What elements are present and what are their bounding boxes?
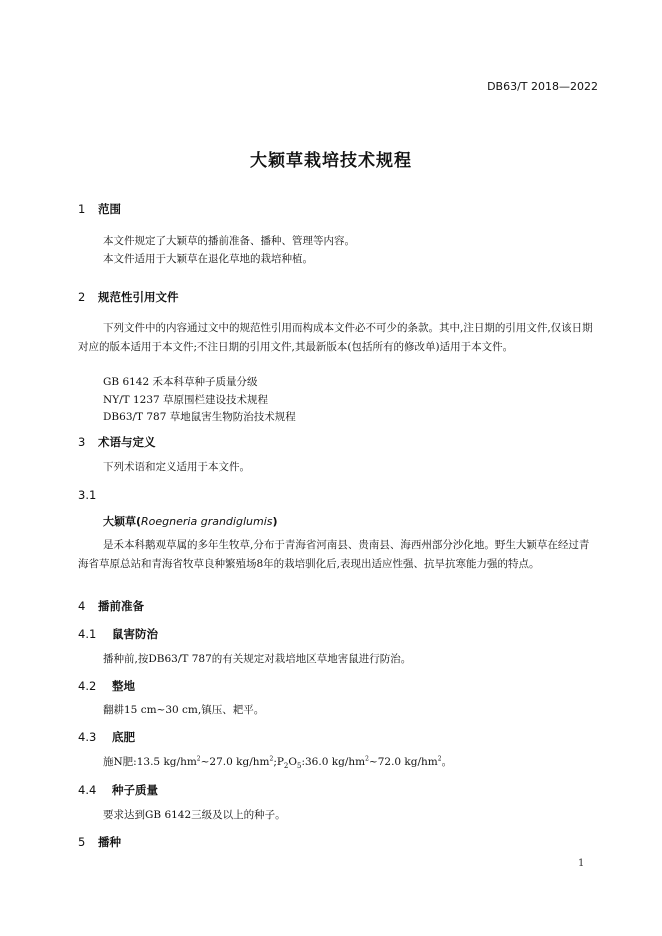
term-latin-name: Roegneria grandiglumis [141, 515, 273, 528]
term-name: 大颖草 [103, 515, 136, 528]
subsection-number: 4.1 [78, 627, 97, 641]
subsection-title: 鼠害防治 [112, 627, 158, 641]
section-3-heading [78, 434, 156, 450]
subsection-number: 4.4 [78, 783, 97, 797]
term-paren-close: ) [272, 515, 278, 528]
section-4-heading [78, 598, 144, 614]
subsection-4-4-heading [78, 782, 158, 798]
term-entry [103, 513, 278, 529]
reference-item: GB 6142 禾本科草种子质量分级 [103, 376, 258, 388]
section-title: 播前准备 [98, 599, 144, 613]
subscript: 2 [283, 762, 289, 771]
standard-number: DB63/T 2018—2022 [487, 80, 598, 93]
section-title: 规范性引用文件 [98, 290, 179, 304]
superscript: 2 [196, 755, 201, 763]
subsection-title: 整地 [112, 679, 135, 693]
section-title: 术语与定义 [98, 435, 156, 449]
fertilizer-paragraph [103, 753, 452, 772]
term-paren-open: ( [136, 515, 142, 528]
paragraph: 下列文件中的内容通过文中的规范性引用而构成本文件必不可少的条款。其中,注日期的引用文件,仅该日期对应的版本适用于本文件;不注日期的引用文件,其最新版本(包括所有的修改单)适用于本文件。 [78, 322, 593, 353]
paragraph: 播种前,按DB63/T 787的有关规定对栽培地区草地害鼠进行防治。 [103, 653, 412, 665]
reference-item: DB63/T 787 草地鼠害生物防治技术规程 [103, 411, 296, 423]
punctuation: 。 [441, 756, 453, 768]
fertilizer-p-range: ~72.0 kg/hm [368, 756, 438, 768]
paragraph: 本文件适用于大颖草在退化草地的栽培种植。 [103, 253, 313, 265]
section-2-heading [78, 289, 179, 305]
section-number: 5 [78, 835, 86, 849]
fertilizer-p-amount: :36.0 kg/hm [301, 756, 366, 768]
subsection-4-2-heading [78, 678, 135, 694]
subsection-number: 4.3 [78, 730, 97, 744]
paragraph: 下列术语和定义适用于本文件。 [103, 461, 250, 473]
subscript: 5 [297, 762, 302, 771]
subsection-number: 4.2 [78, 679, 97, 693]
section-number: 1 [78, 202, 86, 216]
fertilizer-p-text: O [288, 756, 297, 768]
superscript: 2 [437, 755, 442, 763]
subsection-4-3-heading [78, 729, 135, 745]
section-1-heading [78, 201, 121, 217]
paragraph: 本文件规定了大颖草的播前准备、播种、管理等内容。 [103, 235, 355, 247]
document-title: 大颖草栽培技术规程 [250, 151, 412, 171]
superscript: 2 [269, 755, 274, 763]
fertilizer-n-range: ~27.0 kg/hm [200, 756, 270, 768]
page-number: 1 [578, 858, 585, 869]
fertilizer-p-text: ;P [273, 756, 284, 768]
fertilizer-n-text: 施N肥:13.5 kg/hm [103, 756, 197, 768]
section-number: 4 [78, 599, 86, 613]
subsection-title: 底肥 [112, 730, 135, 744]
section-title: 范围 [98, 202, 121, 216]
clause-number: 3.1 [78, 488, 97, 502]
term-definition: 是禾本科鹅观草属的多年生牧草,分布于青海省河南县、贵南县、海西州部分沙化地。野生大颖草在经过青海省草原总站和青海省牧草良种繁殖场8年的栽培驯化后,表现出适应性强、抗旱抗寒能力强的特点。 [78, 539, 590, 570]
section-title: 播种 [98, 835, 121, 849]
subsection-title: 种子质量 [112, 783, 158, 797]
superscript: 2 [365, 755, 369, 763]
paragraph: 要求达到GB 6142三级及以上的种子。 [103, 809, 286, 821]
subsection-4-1-heading [78, 626, 158, 642]
reference-item: NY/T 1237 草原围栏建设技术规程 [103, 394, 269, 406]
paragraph: 翻耕15 cm~30 cm,镇压、耙平。 [103, 704, 265, 716]
section-number: 3 [78, 435, 86, 449]
section-number: 2 [78, 290, 86, 304]
section-5-heading [78, 834, 121, 850]
